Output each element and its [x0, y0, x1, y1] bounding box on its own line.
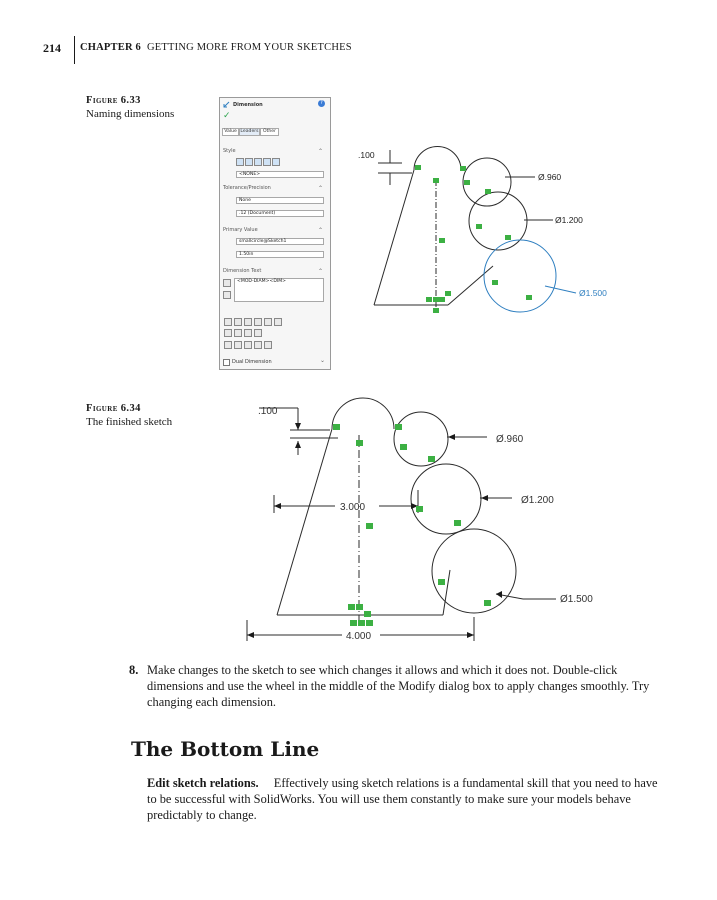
- tolerance-section-label: Tolerance/Precision: [223, 185, 271, 191]
- primary-value-section-header[interactable]: [223, 227, 327, 233]
- leader-large-circle: [545, 286, 576, 293]
- collapse-icon: ⌃: [317, 268, 323, 275]
- figure-6-33-caption: [86, 95, 174, 120]
- save-style-icon[interactable]: [263, 158, 271, 166]
- counterbore-symbol-icon[interactable]: [244, 341, 252, 349]
- relation-marker: [460, 166, 466, 171]
- relation-marker: [348, 604, 355, 610]
- dimension-label-middle-circle: Ø1.200: [555, 215, 583, 225]
- arrowhead: [481, 495, 488, 501]
- sketch-top-arc: [332, 398, 394, 429]
- panel-title: Dimension: [233, 102, 263, 108]
- dimension-property-manager: [219, 97, 331, 370]
- relation-marker: [364, 611, 371, 617]
- dimension-label-top: .100: [258, 406, 278, 417]
- collapse-icon: ⌃: [317, 185, 323, 192]
- large-circle: [484, 240, 556, 312]
- add-parentheses-icon[interactable]: [223, 291, 231, 299]
- tab-value[interactable]: Value: [222, 128, 239, 136]
- figure-title: Naming dimensions: [86, 108, 175, 120]
- relation-marker: [505, 235, 511, 240]
- relation-marker: [484, 600, 491, 606]
- add-style-icon[interactable]: [245, 158, 253, 166]
- relation-marker: [492, 280, 498, 285]
- relation-marker: [485, 189, 491, 194]
- relation-marker: [438, 579, 445, 585]
- relation-marker: [464, 180, 470, 185]
- relation-marker: [445, 291, 451, 296]
- collapse-icon: ⌃: [317, 227, 323, 234]
- dimension-label-large-circle: Ø1.500: [579, 288, 607, 298]
- dual-dimension-checkbox[interactable]: [223, 359, 230, 366]
- figure-6-34-sketch: [240, 395, 610, 645]
- align-right-icon[interactable]: [244, 318, 252, 326]
- arrowhead: [295, 423, 301, 430]
- summary-term: Edit sketch relations.: [147, 776, 259, 790]
- diameter-symbol-icon[interactable]: [224, 329, 232, 337]
- dimension-value-spinner[interactable]: 1.50in: [236, 251, 324, 258]
- align-center-icon[interactable]: [234, 318, 242, 326]
- primary-value-section-label: Primary Value: [223, 227, 258, 233]
- expand-icon[interactable]: ⌄: [319, 357, 325, 364]
- more-symbols-icon[interactable]: [264, 341, 272, 349]
- relation-marker: [439, 297, 445, 302]
- centerline-symbol-icon[interactable]: [254, 329, 262, 337]
- relation-marker: [356, 604, 363, 610]
- dimension-name-input[interactable]: smallcircle@Sketch1: [236, 238, 324, 245]
- relation-marker: [439, 238, 445, 243]
- sketch-left-line: [277, 429, 332, 615]
- align-left-icon[interactable]: [224, 318, 232, 326]
- delete-style-icon[interactable]: [254, 158, 262, 166]
- dimension-text-section-label: Dimension Text: [223, 268, 262, 274]
- small-circle: [394, 412, 448, 466]
- depth-symbol-icon[interactable]: [254, 341, 262, 349]
- arrowhead: [295, 441, 301, 448]
- large-circle: [432, 529, 516, 613]
- sketch-right-line: [448, 266, 493, 305]
- middle-circle: [411, 464, 481, 534]
- relation-marker: [415, 165, 421, 170]
- dimension-label-small-circle: Ø.960: [538, 172, 562, 182]
- summary-text: Effectively using sketch relations is a fundamental skill that you need to have to be successful with SolidWorks. You will use them constantly to make sure your models behave predictably to change.: [147, 776, 658, 822]
- sketch-left-line: [374, 170, 414, 305]
- relation-marker: [526, 295, 532, 300]
- dimension-label-small-circle: Ø.960: [496, 434, 524, 445]
- degree-symbol-icon[interactable]: [234, 329, 242, 337]
- justify-middle-icon[interactable]: [264, 318, 272, 326]
- square-symbol-icon[interactable]: [224, 341, 232, 349]
- sketch-top-arc: [414, 147, 461, 171]
- relation-marker: [454, 520, 461, 526]
- load-style-icon[interactable]: [272, 158, 280, 166]
- justify-bottom-icon[interactable]: [274, 318, 282, 326]
- style-section-header[interactable]: [223, 148, 327, 154]
- justify-top-icon[interactable]: [254, 318, 262, 326]
- step-text: Make changes to the sketch to see which changes it allows and which it does not. Double-click dimensions and use the wheel in the middle of the Modify dialog box to apply changes smoothly. Try changing each dimension.: [147, 663, 650, 709]
- tolerance-select[interactable]: None: [236, 197, 324, 204]
- dimension-label-top: .100: [358, 150, 375, 160]
- dual-dimension-label: Dual Dimension: [232, 359, 272, 365]
- small-circle: [463, 158, 511, 206]
- dimension-label-width-base: 4.000: [346, 631, 372, 642]
- relation-marker: [476, 224, 482, 229]
- relation-marker: [333, 424, 340, 430]
- figure-number: Figure 6.34: [86, 403, 141, 414]
- arrowhead: [274, 503, 281, 509]
- arrowhead: [448, 434, 455, 440]
- ok-check-icon[interactable]: ✓: [223, 111, 231, 121]
- figure-number: Figure 6.33: [86, 95, 141, 106]
- step-number: 8.: [129, 663, 139, 677]
- arrowhead: [496, 591, 502, 598]
- precision-select[interactable]: .12 (Document): [236, 210, 324, 217]
- relation-marker: [416, 506, 423, 512]
- figure-6-33-sketch: [350, 140, 620, 325]
- arrowhead: [467, 632, 474, 638]
- summary-paragraph: [147, 775, 667, 823]
- header-divider: [74, 36, 75, 64]
- dimension-text-icon[interactable]: [223, 279, 231, 287]
- chapter-label: CHAPTER 6: [80, 42, 142, 53]
- middle-circle: [469, 192, 527, 250]
- dimension-icon: [223, 101, 230, 108]
- page-number: 214: [43, 41, 61, 55]
- dimension-text-area[interactable]: <MOD-DIAM><DIM>: [234, 278, 324, 302]
- plus-minus-symbol-icon[interactable]: [244, 329, 252, 337]
- dimension-label-large-circle: Ø1.500: [560, 594, 593, 605]
- relation-marker: [433, 308, 439, 313]
- help-icon[interactable]: ?: [318, 100, 325, 107]
- dimension-label-middle-circle: Ø1.200: [521, 495, 554, 506]
- dimension-label-width-mid: 3.000: [340, 502, 366, 513]
- section-title: The Bottom Line: [131, 737, 320, 761]
- sketch-right-line: [443, 570, 450, 615]
- relation-marker: [366, 620, 373, 626]
- figure-6-34-caption: [86, 403, 172, 428]
- relation-marker: [356, 440, 363, 446]
- figure-title: The finished sketch: [86, 416, 173, 428]
- running-header: [80, 42, 352, 53]
- style-section-label: Style: [223, 148, 236, 154]
- relation-marker: [426, 297, 432, 302]
- countersink-symbol-icon[interactable]: [234, 341, 242, 349]
- collapse-icon: ⌃: [317, 148, 323, 155]
- tolerance-section-header[interactable]: [223, 185, 327, 191]
- relation-marker: [433, 297, 439, 302]
- arrowhead: [247, 632, 254, 638]
- apply-style-icon[interactable]: [236, 158, 244, 166]
- chapter-title: GETTING MORE FROM YOUR SKETCHES: [147, 42, 352, 53]
- relation-marker: [366, 523, 373, 529]
- relation-marker: [400, 444, 407, 450]
- step-paragraph: [129, 662, 667, 710]
- relation-marker: [395, 424, 402, 430]
- tab-leaders[interactable]: Leaders: [240, 129, 259, 134]
- dimension-text-section-header[interactable]: [223, 268, 327, 274]
- relation-marker: [433, 178, 439, 183]
- tab-other[interactable]: Other: [260, 128, 279, 136]
- relation-marker: [428, 456, 435, 462]
- relation-marker: [350, 620, 357, 626]
- style-select[interactable]: <NONE>: [236, 171, 324, 178]
- relation-marker: [358, 620, 365, 626]
